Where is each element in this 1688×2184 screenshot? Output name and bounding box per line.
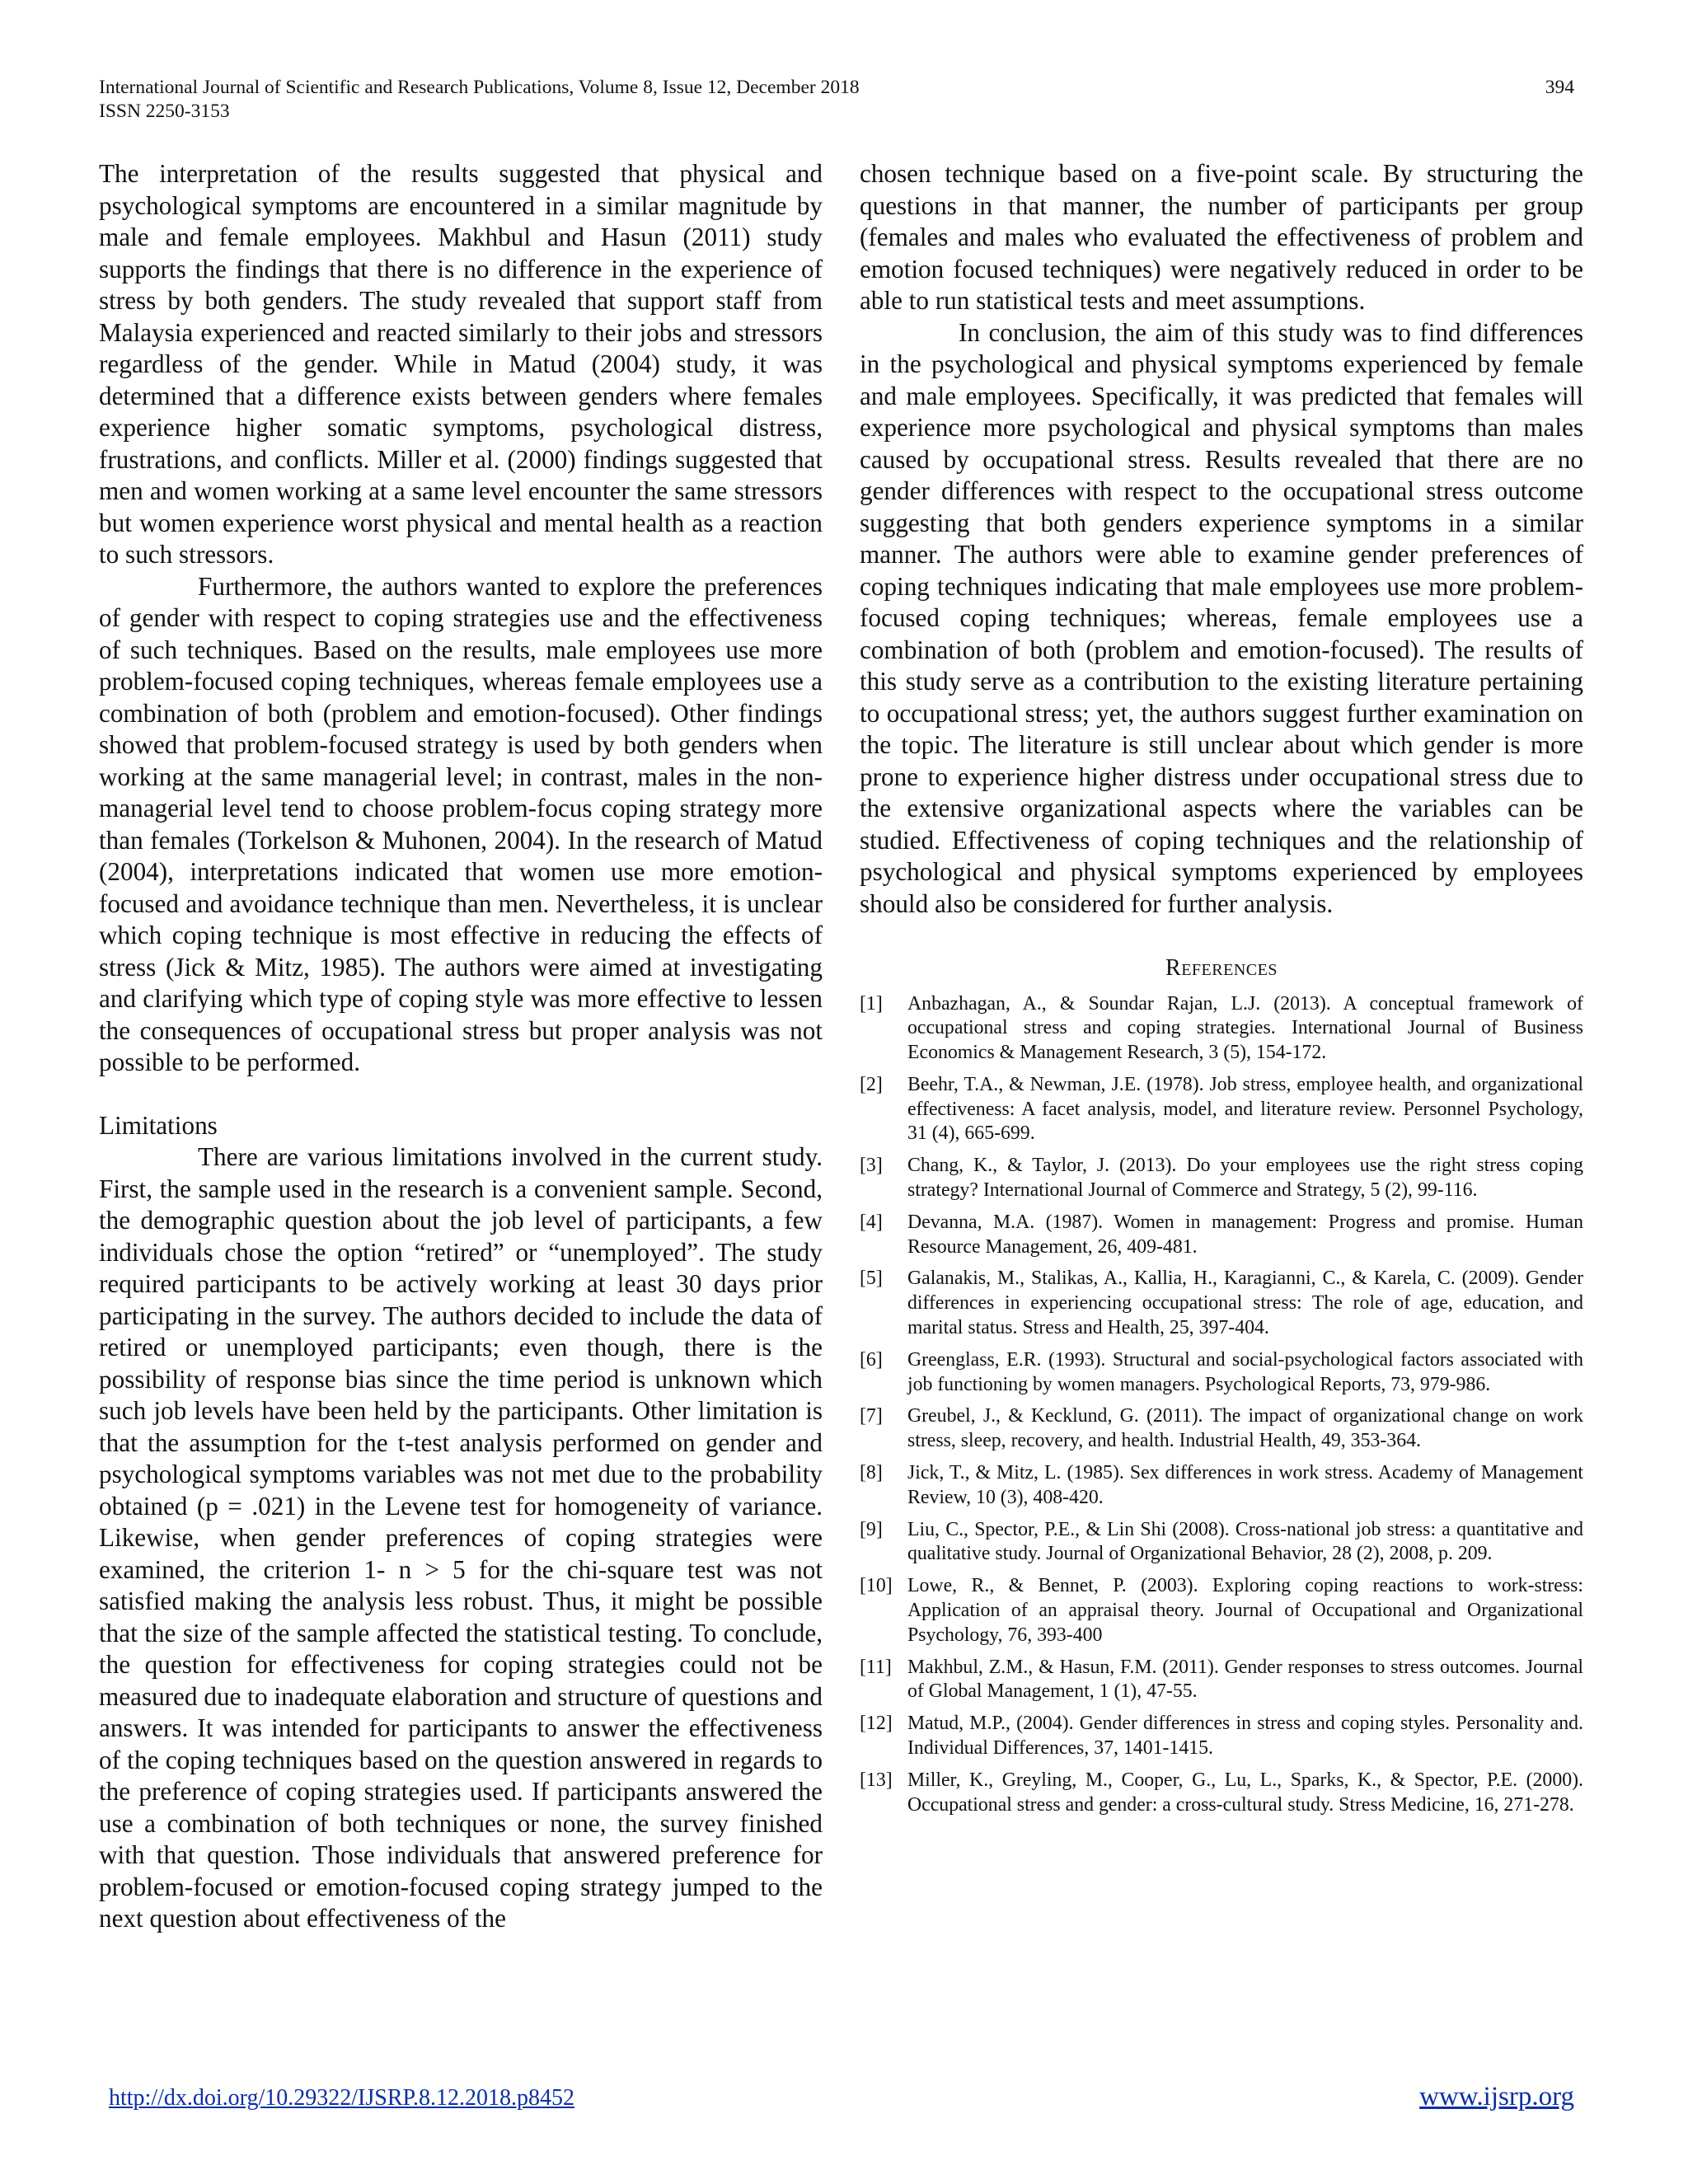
reference-item: [860, 1154, 1583, 1203]
reference-item: [860, 1769, 1583, 1818]
reference-number: [12]: [860, 1713, 893, 1735]
reference-text: Greubel, J., & Kecklund, G. (2011). The impact of organizational change on work stress, sleep, recovery, and health. Industrial Health, 49, 353-364.: [907, 1405, 1583, 1452]
reference-number: [3]: [860, 1155, 883, 1177]
reference-number: [4]: [860, 1211, 883, 1233]
doi-link[interactable]: http://dx.doi.org/10.29322/IJSRP.8.12.2018.p8452: [109, 2085, 574, 2111]
reference-text: Matud, M.P., (2004). Gender differences in stress and coping styles. Personality and. Individual Differences, 37, 1401-1415.: [907, 1713, 1583, 1760]
reference-number: [1]: [860, 992, 883, 1015]
website-link[interactable]: www.ijsrp.org: [1419, 2082, 1574, 2111]
journal-title: International Journal of Scientific and Research Publications, Volume 8, Issue 12, December 2018: [99, 77, 860, 98]
issn: ISSN 2250-3153: [99, 101, 230, 122]
right-column: [860, 158, 1583, 1825]
references-heading: References: [1165, 955, 1278, 981]
reference-number: [5]: [860, 1268, 883, 1290]
reference-item: [860, 992, 1583, 1066]
reference-text: Chang, K., & Taylor, J. (2013). Do your employees use the right stress coping strategy? International Journal of Commerce and Strategy, 5 (2), 99-116.: [907, 1155, 1583, 1202]
reference-number: [7]: [860, 1405, 883, 1427]
reference-text: Miller, K., Greyling, M., Cooper, G., Lu, L., Sparks, K., & Spector, P.E. (2000). Occupational stress and gender: a cross-cultural study. Stress Medicine, 16, 271-278.: [907, 1769, 1583, 1816]
reference-number: [2]: [860, 1073, 883, 1095]
reference-text: Greenglass, E.R. (1993). Structural and social-psychological factors associated with job functioning by women managers. Psychological Reports, 73, 979-986.: [907, 1348, 1583, 1395]
reference-item: [860, 1211, 1583, 1260]
body-paragraph: chosen technique based on a five-point scale. By structuring the questions in that manner, the number of participants per group (females and males who evaluated the effectiveness of problem and emotion focused techniques) were negatively reduced in order to be able to run statistical tests and meet assumptions.: [860, 159, 1583, 315]
reference-text: Lowe, R., & Bennet, P. (2003). Exploring coping reactions to work-stress: Application of an appraisal theory. Journal of Occupational and Organizational Psychology, 76, 393-400: [907, 1575, 1583, 1646]
reference-number: [10]: [860, 1575, 893, 1597]
reference-item: [860, 1712, 1583, 1761]
reference-text: Galanakis, M., Stalikas, A., Kallia, H., Karagianni, C., & Karela, C. (2009). Gender differences in experiencing occupational stress: The role of age, education, and marital status. Stress and Health, 25, 397-404.: [907, 1268, 1583, 1339]
left-column: [99, 158, 823, 1935]
reference-item: [860, 1656, 1583, 1705]
body-paragraph: In conclusion, the aim of this study was to find differences in the psychological and physical symptoms experienced by female and male employees. Specifically, it was predicted that females will experience more psychological and physical symptoms than males caused by occupational stress. Results revealed that there are no gender differences with respect to the occupational stress outcome suggesting that both genders experience symptoms in a similar manner. The authors were able to examine gender preferences of coping techniques indicating that male employees use more problem-focused coping techniques; whereas, female employees use a combination of both (problem and emotion-focused). The results of this study serve as a contribution to the existing literature pertaining to occupational stress; yet, the authors suggest further examination on the topic. The literature is still unclear about which gender is more prone to experience higher distress under occupational stress due to the extensive organizational aspects where the variables can be studied. Effectiveness of coping techniques and the relationship of psychological and physical symptoms experienced by employees should also be considered for further analysis.: [860, 317, 1583, 918]
reference-number: [11]: [860, 1656, 892, 1678]
reference-list: [860, 992, 1583, 1818]
reference-item: [860, 1574, 1583, 1647]
reference-text: Devanna, M.A. (1987). Women in management: Progress and promise. Human Resource Management, 26, 409-481.: [907, 1211, 1583, 1258]
reference-item: [860, 1404, 1583, 1454]
reference-text: Makhbul, Z.M., & Hasun, F.M. (2011). Gender responses to stress outcomes. Journal of Global Management, 1 (1), 47-55.: [907, 1656, 1583, 1703]
page-footer: [109, 2082, 1574, 2118]
reference-text: Jick, T., & Mitz, L. (1985). Sex differences in work stress. Academy of Management Review, 10 (3), 408-420.: [907, 1462, 1583, 1508]
reference-number: [6]: [860, 1348, 883, 1371]
reference-number: [13]: [860, 1769, 893, 1791]
reference-item: [860, 1348, 1583, 1398]
reference-item: [860, 1461, 1583, 1511]
reference-text: Liu, C., Spector, P.E., & Lin Shi (2008). Cross-national job stress: a quantitative and qualitative study. Journal of Organizational Behavior, 28 (2), 2008, p. 209.: [907, 1518, 1583, 1565]
page-number: 394: [1545, 77, 1574, 98]
reference-item: [860, 1518, 1583, 1568]
running-header: [99, 76, 1574, 124]
body-paragraph: There are various limitations involved in the current study. First, the sample used in the research is a convenient sample. Second, the demographic question about the job level of participants, a few individuals chose the option “retired” or “unemployed”. The study required participants to be actively working at least 30 days prior participating in the survey. The authors decided to include the data of retired or unemployed participants; even though, there is the possibility of response bias since the time period is unknown which such job levels have been held by the participants. Other limitation is that the assumption for the t-test analysis performed on gender and psychological symptoms variables was not met due to the probability obtained (p = .021) in the Levene test for homogeneity of variance. Likewise, when gender preferences of coping strategies were examined, the criterion 1- n > 5 for the chi-square test was not satisfied making the analysis less robust. Thus, it might be possible that the size of the sample affected the statistical testing. To conclude, the question for effectiveness for coping strategies could not be measured due to inadequate elaboration and structure of questions and answers. It was intended for participants to answer the effectiveness of the coping techniques based on the question answered in regards to the preference of coping strategies used. If participants answered the use a combination of both techniques or none, the survey finished with that question. Those individuals that answered preference for problem-focused or emotion-focused coping strategy jumped to the next question about effectiveness of the: [99, 1142, 823, 1933]
reference-text: Beehr, T.A., & Newman, J.E. (1978). Job stress, employee health, and organizational effectiveness: A facet analysis, model, and literature review. Personnel Psychology, 31 (4), 665-699.: [907, 1073, 1583, 1145]
reference-number: [9]: [860, 1518, 883, 1540]
reference-item: [860, 1267, 1583, 1340]
body-paragraph: Furthermore, the authors wanted to explore the preferences of gender with respect to coping strategies use and the effectiveness of such techniques. Based on the results, male employees use more problem-focused coping techniques, whereas female employees use a combination of both (problem and emotion-focused). Other findings showed that problem-focused strategy is used by both genders when working at the same managerial level; in contrast, males in the non-managerial level tend to choose problem-focus coping strategy more than females (Torkelson & Muhonen, 2004). In the research of Matud (2004), interpretations indicated that women use more emotion-focused and avoidance technique than men. Nevertheless, it is unclear which coping technique is most effective in reducing the effects of stress (Jick & Mitz, 1985). The authors were aimed at investigating and clarifying which type of coping style was more effective to lessen the consequences of occupational stress but proper analysis was not possible to be performed.: [99, 571, 823, 1076]
reference-text: Anbazhagan, A., & Soundar Rajan, L.J. (2013). A conceptual framework of occupational stress and coping strategies. International Journal of Business Economics & Management Research, 3 (5), 154-172.: [907, 992, 1583, 1064]
reference-number: [8]: [860, 1462, 883, 1484]
spacer: [99, 1079, 823, 1110]
reference-item: [860, 1073, 1583, 1146]
section-heading-limitations: Limitations: [99, 1110, 218, 1140]
body-paragraph: The interpretation of the results suggested that physical and psychological symptoms are encountered in a similar magnitude by male and female employees. Makhbul and Hasun (2011) study supports the findings that there is no difference in the experience of stress by both genders. The study revealed that support staff from Malaysia experienced and reacted similarly to their jobs and stressors regardless of the gender. While in Matud (2004) study, it was determined that a difference exists between genders where females experience higher somatic symptoms, psychological distress, frustrations, and conflicts. Miller et al. (2000) findings suggested that men and women working at a same level encounter the same stressors but women experience worst physical and mental health as a reaction to such stressors.: [99, 159, 823, 569]
